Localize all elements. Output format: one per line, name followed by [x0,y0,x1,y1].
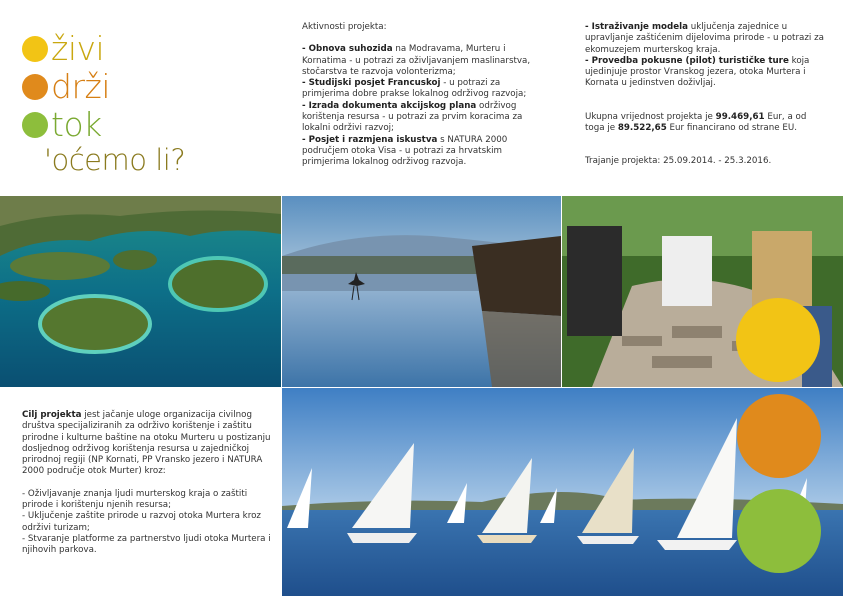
logo-word-drzi: drži [51,67,111,106]
logo-word-zivi: živi [51,29,105,68]
orange-dot-icon [22,74,48,100]
green-dot-icon [22,112,48,138]
logo-line-2 [22,67,111,106]
aerial-islands-photo [0,196,281,387]
activities-heading: Aktivnosti projekta: [302,22,387,32]
goal-paragraph: Cilj projekta jest jačanje uloge organizacija civilnog društva specijaliziranih za održivo korištenje i zaštitu prirodne i kulturne baštine na otoku Murteru u postizanju dosljednog održivog korištenja resursa u zajedničkoj prirodnoj regiji (NP Kornati, PP Vransko jezero i NATURA 2000 područje otok Murter) kroz: [22,410,271,477]
yellow-circle-icon [736,298,820,382]
project-value: Ukupna vrijednost projekta je 99.469,61 Eur, a od toga je 89.522,65 Eur financirano od strane EU. [585,111,807,134]
activity-item: - Obnova suhozida na Modravama, Murteru i Kornatima - u potrazi za oživljavanjem maslinarstva, stočarstva te razvoja volonterizma; [302,44,531,77]
green-circle-icon [737,489,821,573]
activity-item: - Studijski posjet Francuskoj - u potrazi za primjerima dobre prakse lokalnog održivog razvoja; [302,78,527,100]
activity-item: - Posjet i razmjena iskustva s NATURA 2000 područjem otoka Visa - u potrazi za hrvatskim primjerima lokalnog održivog razvoja. [302,134,508,168]
project-duration: Trajanje projekta: 25.09.2014. - 25.3.2016. [585,156,772,167]
logo-line-3 [22,105,102,144]
orange-circle-icon [737,394,821,478]
logo-tagline: 'oćemo li? [44,143,186,177]
lake-heron-photo [282,196,561,387]
logo-word-tok: tok [51,105,102,144]
activity-item: - Istraživanje modela uključenja zajednice u upravljanje zaštićenim dijelovima prirode - u potrazi za ekomuzejem murterskog kraja. [585,22,824,55]
goal-item: - Stvaranje platforme za partnerstvo ljudi otoka Murtera i njihovih parkova. [22,533,271,556]
goal-column [22,410,277,557]
goal-item: - Uključenje zaštite prirode u razvoj otoka Murtera kroz održivi turizam; [22,511,261,533]
activities-column [302,22,542,169]
activity-item: - Provedba pokusne (pilot) turističke ture koja ujedinjuje prostor Vranskog jezera, otoka Murtera i Kornata u jedinstven doživljaj. [585,55,810,89]
activity-item: - Izrada dokumenta akcijskog plana održivog korištenja resursa - u potrazi za prvim koracima za lokalni održivi razvoj; [302,100,523,134]
activities-column-2 [585,22,825,168]
yellow-dot-icon [22,36,48,62]
goal-item: - Oživljavanje znanja ljudi murterskog kraja o zaštiti prirode i korištenju njenih resursa; [22,488,248,511]
logo-line-1 [22,29,105,68]
